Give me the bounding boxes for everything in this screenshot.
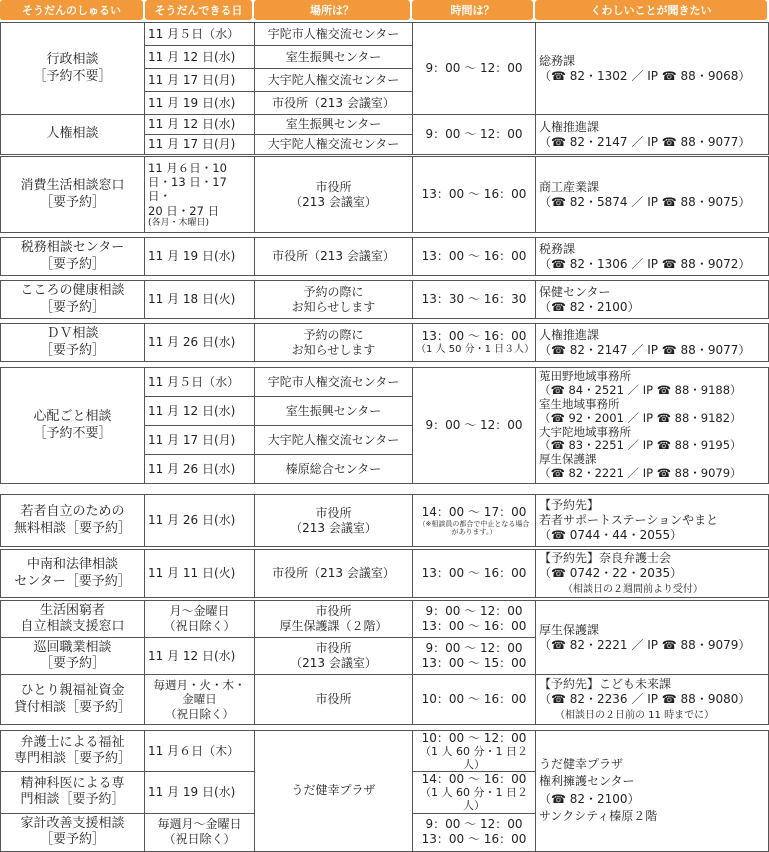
table-row <box>1 281 769 319</box>
table-row <box>1 601 769 638</box>
contact-cell <box>536 731 769 852</box>
time-cell: 9：00 〜 12：00 13：00 〜 15：00 <box>413 638 536 675</box>
contact-phone: （☎ 82・2221 ／ IP ☎ 88・9079） <box>539 465 742 480</box>
place-cell: 大宇陀人権交流センター <box>255 135 413 155</box>
place-cell: 市役所 （213 会議室） <box>255 495 413 547</box>
header-consultation-type: そうだんのしゅるい <box>0 0 143 20</box>
schedule-table-group-6 <box>0 367 769 484</box>
date-cell: 11 月 26 日(水) <box>145 324 255 362</box>
date-cell: 11 月 12 日(水) <box>145 397 255 426</box>
contact-office: 厚生保護課 <box>539 452 597 467</box>
contact-phone: （☎ 83・2251 ／ IP ☎ 88・9195） <box>539 438 742 453</box>
contact-office: 人権推進課 <box>539 119 600 134</box>
place-cell: 市役所 厚生保護課（２階） <box>255 601 413 638</box>
date-cell: 月〜金曜日 （祝日除く） <box>145 601 255 638</box>
schedule-table-group-10 <box>0 730 769 852</box>
schedule-table-group-5 <box>0 323 769 362</box>
contact-cell <box>536 157 769 233</box>
contact-label: 【予約先】こども未来課 <box>539 676 672 691</box>
contact-office: 室生地域事務所 <box>539 396 620 411</box>
date-cell: 11 月５日（水） <box>145 23 255 46</box>
contact-phone: （☎ 92・2001 ／ IP ☎ 88・9182） <box>539 410 742 425</box>
time-cell: 9：00 〜 12：00 13：00 〜 16：00 <box>413 813 536 851</box>
place-cell: 予約の際に お知らせします <box>255 281 413 319</box>
contact-cell <box>536 281 769 319</box>
contact-phone: （☎ 82・2100） <box>539 791 640 806</box>
time-cell: 9：00 〜 12：00 <box>413 368 536 484</box>
time-cell: 13：00 〜 16：00 <box>413 238 536 276</box>
date-note: (各月・木曜日) <box>148 218 210 229</box>
date-cell: 11 月 19 日(水) <box>145 238 255 276</box>
schedule-table-group-9 <box>0 600 769 725</box>
category-label: 精神科医による専 門相談［要予約］ <box>1 772 145 813</box>
schedule-table-group-8 <box>0 549 769 598</box>
category-label: 行政相談 ［予約不要］ <box>1 23 145 115</box>
contact-phone: （☎ 82・2100） <box>539 299 640 314</box>
place-cell: 大宇陀人権交流センター <box>255 426 413 455</box>
category-label: 税務相談センター ［要予約］ <box>1 238 145 276</box>
time-cell: 10：00 〜 16：00 <box>413 675 536 725</box>
table-row <box>1 495 769 547</box>
time-cell: 13：00 〜 16：00 <box>413 157 536 233</box>
date-cell: 11 月 17 日(月) <box>145 426 255 455</box>
place-cell: 室生振興センター <box>255 115 413 135</box>
place-cell: 予約の際に お知らせします <box>255 324 413 362</box>
contact-note: （相談日の２日前の 11 時までに） <box>555 709 715 721</box>
date-cell: 11 月 18 日(火) <box>145 281 255 319</box>
schedule-table-group-2 <box>0 156 769 233</box>
header-available-date: そうだんできる日 <box>145 0 252 20</box>
contact-phone: （☎ 82・2221 ／ IP ☎ 88・9079） <box>539 637 751 652</box>
date-cell: 11 月 19 日(水) <box>145 92 255 115</box>
place-cell: 室生振興センター <box>255 397 413 426</box>
category-label: 家計改善支援相談 ［要予約］ <box>1 813 145 851</box>
category-label: 消費生活相談窓口 ［要予約］ <box>1 157 145 233</box>
contact-label: 【予約先】 <box>539 498 600 512</box>
place-cell: 市役所（213 会議室） <box>255 238 413 276</box>
header-time: 時間は？ <box>412 0 533 20</box>
time-cell <box>413 495 536 547</box>
contact-office: 権利擁護センター <box>539 774 635 789</box>
date-cell: 11 月 12 日(水) <box>145 638 255 675</box>
date-cell: 11 月 26 日(水) <box>145 455 255 484</box>
contact-phone: （☎ 82・2147 ／ IP ☎ 88・9077） <box>539 134 751 149</box>
place-cell: 宇陀市人権交流センター <box>255 368 413 397</box>
time-range: 14：00 〜 17：00 <box>421 504 527 519</box>
date-cell: 11 月 11 日(火) <box>145 550 255 598</box>
contact-phone: （☎ 0742・22・2035） <box>539 565 683 580</box>
table-row <box>1 324 769 362</box>
time-note: （1 人 60 分・1 日２人） <box>420 745 528 771</box>
header-location: 場所は？ <box>254 0 410 20</box>
place-cell: 市役所 （213 会議室） <box>255 638 413 675</box>
contact-phone: （☎ 82・5874 ／ IP ☎ 88・9075） <box>539 194 751 209</box>
contact-note: （相談日の２週間前より受付） <box>563 583 703 595</box>
schedule-table-group-1 <box>0 22 769 155</box>
time-range: 14：00 〜 16：00 <box>421 772 527 787</box>
contact-cell <box>536 238 769 276</box>
contact-office: 厚生保護課 <box>539 622 600 637</box>
place-cell: 市役所（213 会議室） <box>255 550 413 598</box>
category-label: こころの健康相談 ［要予約］ <box>1 281 145 319</box>
category-label: 心配ごと相談 ［予約不要］ <box>1 368 145 484</box>
time-cell <box>413 324 536 362</box>
place-cell: 市役所 <box>255 675 413 725</box>
place-cell: 宇陀市人権交流センター <box>255 23 413 46</box>
place-cell: 大宇陀人権交流センター <box>255 69 413 92</box>
time-cell: 13：30 〜 16：30 <box>413 281 536 319</box>
category-label: 中南和法律相談 センター［要予約］ <box>1 550 145 598</box>
contact-office: 保健センター <box>539 284 611 299</box>
date-cell: 11 月 17 日(月) <box>145 135 255 155</box>
contact-office: 莵田野地域事務所 <box>539 369 631 384</box>
contact-phone: （☎ 84・2521 ／ IP ☎ 88・9188） <box>539 383 742 398</box>
category-label: 若者自立のための 無料相談［要予約］ <box>1 495 145 547</box>
date-list: 11 月６日・10 日・13 日・17 日・ 20 日・27 日 <box>148 160 227 218</box>
category-label: 弁護士による福祉 専門相談［要予約］ <box>1 731 145 772</box>
contact-phone: （☎ 82・2236 ／ IP ☎ 88・9080） <box>539 691 751 706</box>
table-row <box>1 23 769 46</box>
time-note: （1 人 50 分・1 日３人） <box>416 344 535 356</box>
table-row <box>1 368 769 397</box>
date-cell: 11 月６日（木） <box>145 731 255 772</box>
contact-cell <box>536 550 769 598</box>
date-cell: 11 月 26 日(水) <box>145 495 255 547</box>
schedule-table-group-3 <box>0 237 769 276</box>
contact-phone: （☎ 0744・44・2055） <box>539 528 683 542</box>
date-cell: 11 月 12 日(水) <box>145 115 255 135</box>
time-cell <box>413 772 536 813</box>
time-range: 10：00 〜 12：00 <box>421 731 527 745</box>
contact-office: 商工産業課 <box>539 179 600 194</box>
time-range: 13：00 〜 16：00 <box>421 329 527 344</box>
date-cell: 11 月 17 日(月) <box>145 69 255 92</box>
contact-office: 総務課 <box>539 53 576 68</box>
time-cell: 9：00 〜 12：00 <box>413 115 536 155</box>
category-label: 生活困窮者 自立相談支援窓口 <box>1 601 145 638</box>
category-label: 巡回職業相談 ［要予約］ <box>1 638 145 675</box>
contact-office: うだ健幸プラザ <box>539 757 624 771</box>
date-cell: 11 月５日（水） <box>145 368 255 397</box>
time-cell <box>413 731 536 772</box>
contact-cell <box>536 495 769 547</box>
contact-office: 大宇陀地域事務所 <box>539 424 631 439</box>
table-row <box>1 115 769 135</box>
contact-office: 若者サポートステーションやまと <box>539 513 719 527</box>
date-cell <box>145 157 255 233</box>
table-row <box>1 238 769 276</box>
place-cell: 榛原総合センター <box>255 455 413 484</box>
contact-label: 【予約先】奈良弁護士会 <box>539 550 672 565</box>
table-row <box>1 157 769 233</box>
time-note: （※相談員の都合で中止となる場合があります。） <box>418 519 530 536</box>
contact-office: 税務課 <box>539 241 576 256</box>
contact-office: 人権推進課 <box>539 327 600 342</box>
contact-phone: （☎ 82・2147 ／ IP ☎ 88・9077） <box>539 342 751 357</box>
category-label: 人権相談 <box>1 115 145 155</box>
date-cell: 毎週月〜金曜日 （祝日除く） <box>145 813 255 851</box>
contact-cell <box>536 368 769 484</box>
category-label: ひとり親福祉資金 貸付相談［要予約］ <box>1 675 145 725</box>
contact-cell <box>536 675 769 725</box>
place-cell: 室生振興センター <box>255 46 413 69</box>
contact-cell <box>536 601 769 675</box>
date-cell: 毎週月・火・木・ 金曜日 （祝日除く） <box>145 675 255 725</box>
contact-cell <box>536 23 769 115</box>
contact-cell <box>536 324 769 362</box>
schedule-table-group-7 <box>0 494 769 547</box>
contact-phone: （☎ 82・1302 ／ IP ☎ 88・9068） <box>539 68 751 83</box>
date-cell: 11 月 19 日(水) <box>145 772 255 813</box>
table-row <box>1 550 769 598</box>
table-row <box>1 731 769 772</box>
time-note: （1 人 60 分・1 日２人） <box>420 786 528 812</box>
category-label: ＤＶ相談 ［要予約］ <box>1 324 145 362</box>
time-cell: 9：00 〜 12：00 <box>413 23 536 115</box>
contact-address: サンクシティ榛原２階 <box>539 809 658 824</box>
place-cell: 市役所（213 会議室） <box>255 92 413 115</box>
contact-phone: （☎ 82・1306 ／ IP ☎ 88・9072） <box>539 256 751 271</box>
time-cell: 13：00 〜 16：00 <box>413 550 536 598</box>
header-contact: くわしいことが聞きたい <box>535 0 767 20</box>
schedule-table-group-4 <box>0 280 769 319</box>
place-cell: 市役所 （213 会議室） <box>255 157 413 233</box>
place-cell: うだ健幸プラザ <box>255 731 413 852</box>
date-cell: 11 月 12 日(水) <box>145 46 255 69</box>
table-row <box>1 675 769 725</box>
time-cell: 9：00 〜 12：00 13：00 〜 16：00 <box>413 601 536 638</box>
contact-cell <box>536 115 769 155</box>
